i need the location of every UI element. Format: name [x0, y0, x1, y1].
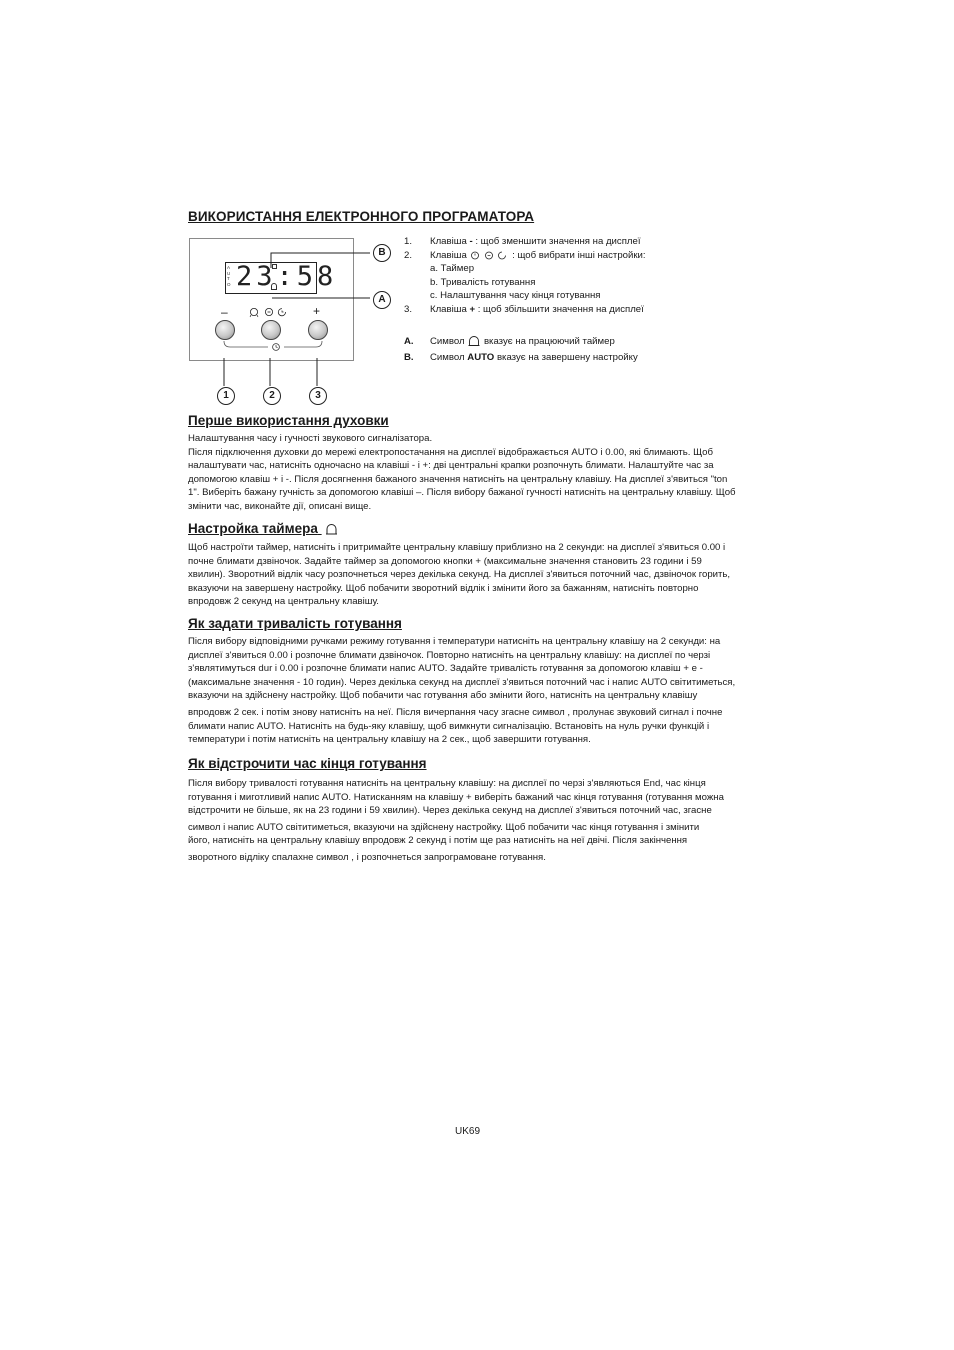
section-text-timer: Щоб настроїти таймер, натисніть і притримайте центральну клавішу приблизно на 2 секунди: на дисплеї з'явиться 0.00 і почне блимати дзвіночок. Задайте таймер за допомогою кнопки + (максимальне значення становить 23 години і 59 хвилин). Зворотний відлік часу розпочнеться через декілька секунд. На дисплеї з'явиться поточний час, дзвіночок горить, вказуючи на завершену настройку. Щоб побачити зворотний відлік і змінити його за бажанням, натисніть повторно впродовж 2 секунд на центральну клавішу.: [188, 542, 731, 608]
button-number-1: 1: [217, 387, 235, 405]
plus-label: +: [313, 304, 321, 318]
button-number-3: 3: [309, 387, 327, 405]
section-heading-end-time: Як відстрочити час кінця готування: [188, 756, 427, 771]
page-number: UK69: [455, 1126, 481, 1137]
section-heading-first-use: Перше використання духовки: [188, 413, 389, 428]
page-title: ВИКОРИСТАННЯ ЕЛЕКТРОННОГО ПРОГРАМАТОРА: [188, 209, 535, 224]
bell-icon: [467, 335, 481, 348]
callout-b: B: [373, 244, 391, 262]
section-text-end-time: Після вибору тривалості готування натисніть на центральну клавішу: на дисплеї по черзі з'являються End, час кінця готування і миготливий напис AUTO. Натисканням на клавішу + виберіть бажаний час кінця готування (готування можна відстрочити не більше, як на 23 години і 59 хвилин). Через декілька секунд на дисплеї з'явиться поточний час, згасне символ і напис AUTO світитиметься, вказуючи на здійснену настройку. Щоб побачити час кінця готування і змінити його, натисніть на центральну клавішу впродовж 2 секунд і потім ще раз натисніть на неї двічі. Після закінчення зворотного відліку спалахне символ , і розпочнеться запрограмоване готування.: [188, 778, 724, 863]
section-heading-duration: Як задати тривалість готування: [188, 616, 402, 631]
callout-a: A: [373, 291, 391, 309]
display-time: 23:58: [236, 261, 338, 292]
mode-selector-icons: [469, 250, 509, 261]
section-heading-timer: Настройка таймера: [188, 521, 339, 537]
section-text-first-use: Налаштування часу і гучності звукового сигналізатора. Після підключення духовки до мережі електропостачання на дисплеї відображається AUTO і 0.00, які блимають. Щоб налаштувати час, натисніть одночасно на клавіші - і +: дві центральні крапки розпочнуть блимати. Налаштуйте час за допомогою клавіш + і -. Після досягнення бажаного значення натисніть на центральну клавішу. На дисплеї з'явиться "ton 1". Виберіть бажану гучність за допомогою клавіші –. Після вибору бажаної гучності натисніть на центральну клавішу. Щоб змінити час, виконайте дії, описані вище.: [188, 433, 736, 512]
section-text-duration: Після вибору відповідними ручками режиму готування і температури натисніть на центральну клавішу на 2 секунди: на дисплеї з'явиться 0.00 і розпочне блимати дзвіночок. Повторно натисніть на центральну клавішу: на дисплеї по черзі з'являтимуться dur і 0.00 і розпочне блимати напис AUTO. Задайте тривалість готування за допомогою клавіш + e - (максимальне значення - 10 годин). Через декілька секунд на дисплеї з'явиться поточний час і напис AUTO світитиметься, вказуючи на здійснену настройку. Щоб побачити час готування або змінити його, натисніть на центральну клавішу впродовж 2 сек. і потім знову натисніть на неї. Після вичерпання часу згасне символ , пролунає звуковий сигнал і почне блимати напис AUTO. Натисніть на будь-яку клавішу, щоб вимкнути сигналізацію. Встановіть на нуль ручки функцій і температури і потім натисніть на центральну клавішу на 2 сек., щоб завершити готування.: [188, 636, 736, 746]
minus-label: –: [221, 305, 228, 319]
button-number-2: 2: [263, 387, 281, 405]
bell-icon: [324, 522, 339, 537]
auto-vertical-label: A U T O: [227, 265, 231, 287]
callout-leader-lines: [180, 240, 400, 410]
